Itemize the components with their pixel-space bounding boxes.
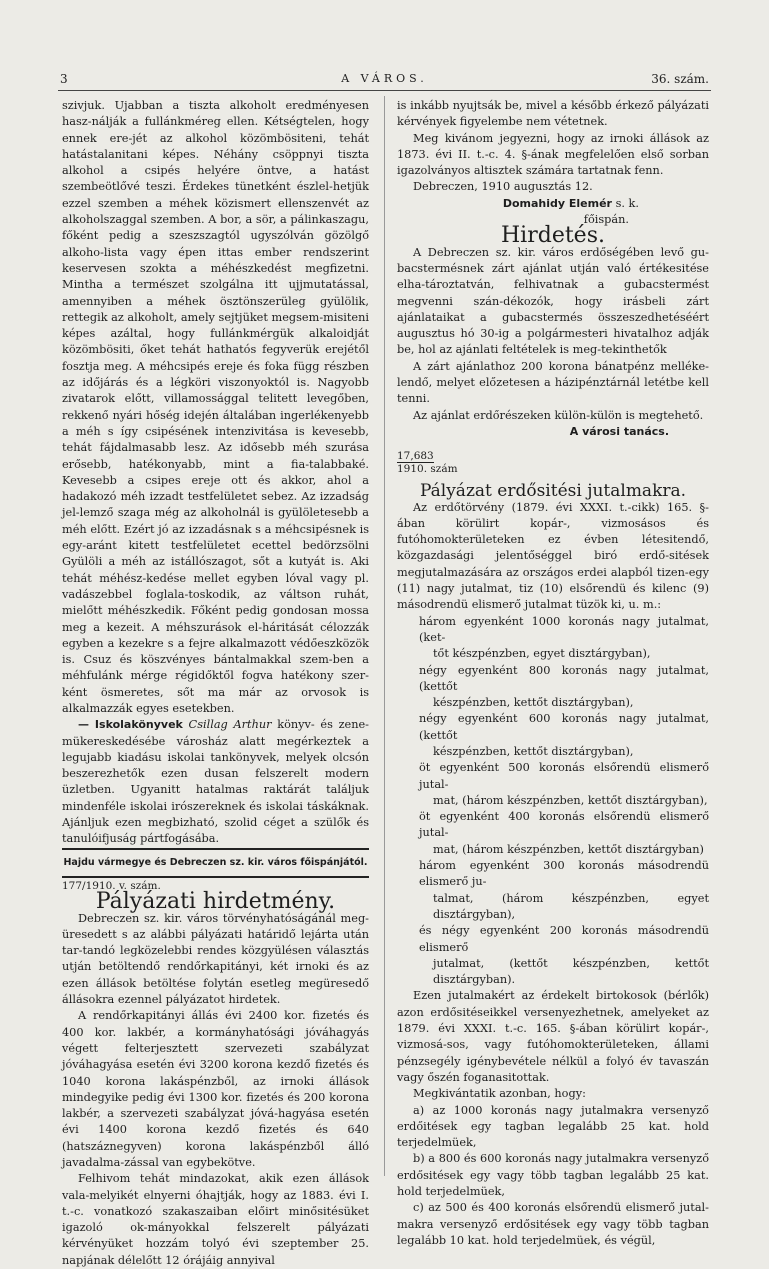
list-item: jutalmat, (kettőt készpénzben, kettőt disztárgyban). [433, 956, 709, 987]
section-heading-foispan: Hajdu vármegye és Debreczen sz. kir. város főispánjától. [62, 848, 369, 878]
school-books-lead: — Iskolakönyvek [78, 718, 183, 732]
issue-number: 36. szám. [651, 72, 709, 86]
column-divider [384, 96, 385, 1176]
gubacs-paragraph-2: A zárt ajánlathoz 200 korona bánatpénz melléke-lendő, melyet előzetesen a házipénztárnál letétbe kell tenni. [397, 359, 709, 406]
running-header [60, 72, 709, 90]
council-signature [397, 424, 709, 440]
condition-b: b) a 800 és 600 koronás nagy jutalmakra versenyző erdősitések egy vagy több tagban legalább 25 kat. hold terjedelmüek, [397, 1152, 709, 1198]
right-column [397, 98, 709, 1249]
council-signature-text: A városi tanács. [569, 424, 669, 438]
list-item: és négy egyenként 200 koronás másodrendü elismerő [419, 924, 709, 954]
list-item: mat, (három készpénzben, kettőt disztárgyban), [433, 793, 708, 807]
palyazat-paragraph-2: A rendőrkapitányi állás évi 2400 kor. fizetés és 400 kor. lakbér, a kormányhatósági jóváhagyás végett felterjesztett szervezeti szabályzat jóváhagyása esetén évi 3200 korona kezdő fizetés és 1040 korona lakáspénzből, az irnoki állások mindegyike pedig évi 1300 kor. fizetés és 200 korona lakbér, a szervezeti szabályzat jóvá-hagyása esetén évi 1400 korona kezdő fizetés és 640 (hatszáznegyven) korona lakáspénzből álló javadalma-zással van egybekötve. [62, 1009, 369, 1169]
signatory-title: főispán. [583, 213, 629, 227]
list-item: készpénzben, kettőt disztárgyban), [433, 744, 634, 758]
irnoki-note: Meg kivánom jegyezni, hogy az irnoki állások az 1873. évi II. t.-c. 4. §-ának megfelelően első sorban igazolványos altisztek számára tartatnak fenn. [397, 131, 709, 178]
school-books-text: könyv- és zene-mükereskedésébe városház alatt megérkeztek a legujabb kiadásu iskolai tankönyvek, melyek olcsón beszerezhetők ezen dusan felszerelt modern üzletben. Ugyanitt hatalmas raktárát találjuk mindenféle iskolai irószereknek és iskolai táskáknak. Ajánljuk ezen megbizható, szolid céget a szülők és tanulóifjuság pártfogásába. [62, 718, 369, 846]
list-item: tőt készpénzben, egyet disztárgyban), [433, 647, 651, 661]
article-title-palyazati: Pályázati hirdetmény. [95, 889, 336, 915]
gubacs-paragraph-1: A Debreczen sz. kir. város erdőségében levő gu-bacstermésnek zárt ajánlat utján való értékesitése elha-tároztatván, felhivatnak a gubacstermést megvenni szán-dékozók, hogy irásbeli zárt ajánlataikat a gubacstermés összeszedhetéséért augusztus hó 30-ig a polgármesteri hivatalhoz adják be, hol az ajánlati feltételek is meg-tekinthetők [397, 245, 709, 357]
signature-line [397, 196, 709, 212]
list-item: talmat, (három készpénzben, egyet disztárgyban), [433, 891, 709, 921]
palyazat-paragraph-3: Felhivom tehát mindazokat, akik ezen állások vala-melyikét elnyerni óhajtják, hogy az 1883. évi I. t.-c. vonatkozó szakaszaiban előirt minősitésüket igazoló ok-mányokkal felszerelt pályázati kérvényüket hozzám tolyó évi szeptember 25. napjának délelőtt 12 órájáig annyival [62, 1172, 369, 1267]
erdo-paragraph-1: Az erdőtörvény (1879. évi XXXI. t.-cikk) 165. §-ában körülirt kopár-, vizmosásos és futóhomokterületeken ez évben létesitendő, közgazdasági jelentőséggel biró erdő-sitések megjutalmazására az országos erdei alapból tizen-egy (11) nagy jutalmat, tiz (10) elsőrendü és kilenc (9) másodrendü elismerő jutalmat tüzök ki, u. m.: [397, 500, 709, 612]
left-column [62, 98, 369, 1269]
erdo-paragraph-2: Ezen jutalmakért az érdekelt birtokosok (bérlők) azon erdősitéseikkel versenyezhetnek, amelyeket az 1879. évi XXXI. t.-c. 165. §-ában körülirt kopár-, vizmosá-sos, vagy futóhomokterületeken, állami pénzsegély igénybevétele nélkül a folyó év tavaszán vagy őszén foganasitottak. [397, 989, 709, 1084]
ref-numerator: 17,683 [397, 450, 434, 463]
ref-label: szám [430, 463, 458, 476]
reference-number: 177/1910. v. szám. [62, 879, 161, 892]
list-item: öt egyenként 500 koronás elsőrendü elismerő jutal- [419, 761, 709, 791]
shop-owner-name: Csillag Arthur [188, 718, 272, 732]
list-item: négy egyenként 600 koronás nagy jutalmat, (kettőt [419, 712, 709, 742]
list-item: öt egyenként 400 koronás elsőrendü elismerő jutal- [419, 810, 709, 840]
header-title: A VÁROS. [341, 72, 428, 85]
prize-list [397, 614, 709, 989]
reference-fraction [397, 450, 709, 475]
list-item: négy egyenként 800 koronás nagy jutalmat, (kettőt [419, 663, 709, 693]
gubacs-paragraph-3: Az ajánlat erdőrészeken külön-külön is megtehető. [413, 408, 704, 422]
article-title-hirdetes: Hirdetés. [501, 223, 605, 249]
palyazat-continuation: is inkább nyujtsák be, mivel a később érkező pályázati kérvények figyelembe nem vétetnek. [397, 99, 709, 129]
condition-a: a) az 1000 koronás nagy jutalmakra versenyző erdőitések egy tagban legalább 25 kat. hold terjedelmüek, [397, 1103, 709, 1150]
date-line: Debreczen, 1910 augusztás 12. [413, 180, 593, 194]
condition-c: c) az 500 és 400 koronás elsőrendü elismerő jutal-makra versenyző erdősitések egy vagy több tagban legalább 10 kat. hold terjedelmüek, és végül, [397, 1201, 709, 1247]
article-title-erdositesi: Pályázat erdősitési jutalmakra. [419, 481, 687, 502]
signatory-name: Domahidy Elemér [502, 196, 612, 210]
list-item: készpénzben, kettőt disztárgyban), [433, 696, 634, 710]
list-item: három egyenként 300 koronás másodrendü elismerő ju- [419, 859, 709, 889]
school-books-notice [62, 717, 369, 847]
bee-article-text: szivjuk. Ujabban a tiszta alkoholt eredményesen hasz-nálják a fullánkméreg ellen. Kétségtelen, hogy ennek ere-jét az alkohol közömbösiteni, tehát hatástalanitani képes. Néhány csöppnyi tiszta alkohol a csipés helyére öntve, a hatást szembeötlővé teszi. Érdekes tünetként észlel-hetjük ezzel szemben a méhek közismert ellenszenvét az alkoholszaggal szemben. A bor, a sör, a pálinkaszagu, főként pedig a szeszszagtól ugyszólván gözölgő alkoho-lista vagy épen ittas ember rendszerint keservesen szokta a méhészkedést megfizetni. Mintha a természet szolgálna itt ujjmutatással, amennyiben a méhek ösztönszerüleg gyülölik, rettegik az alkoholt, amely sejtjüket megsem-misiteni képes azáltal, hogy fullánkmérgük alkaloidját közömbösiti, őket tehát hathatós fegyverük erejétől fosztja meg. A méhcsipés ereje és foka függ részben az időjárás és a légköri viszonyoktól is. Nagyobb zivatarok előtt, villamossággal telitett levegőben, rekkenő nyári hőség idején általában ingerlékenyebb a méh s így csipésének intenzivitása is kevesebb, tehát fájdalmasabb lesz. Az idősebb méh szurása erősebb, hatékonyabb, mint a fia-talabbaké. Kevesebb a csipes ereje ott és akkor, ahol a hadakozó méh izzadt testfelületet sebez. Az izzadság jel-lemző szaga még az alkoholnál is gyülöletesebb a méh előtt. Ezért jó az izzadásnak s a méhcsipésnek is egy-aránt kitett testfelületet ecettel bedörzsölni Gyülöli a méh az istállószagot, sőt a kutyát is. Aki tehát méhész-kedése mellet egyben lóval vagy pl. vadászebbel foglala-toskodik, az váltson ruhát, mielőtt méhészkedik. Főként pedig gondosan mossa meg a kezeit. A méhszurások el-háritását célozzák egyben a kezekre s a fejre alkalmazott védőeszközök is. Csuz és köszvényes bántalmakkal szem-ben a méhfulánk mérge régidőktől fogva hatékony szer-ként ösmeretes, sőt ma már az orvosok is alkalmazzák egyes esetekben. [62, 99, 369, 715]
page-number: 3 [60, 72, 68, 86]
ref-denominator: 1910. [397, 463, 428, 476]
palyazat-paragraph-1: Debreczen sz. kir. város törvényhatóságánál meg-üresedett s az alábbi pályázati határidő lejárta után tar-tandó legközelebbi rendes közgyülésen választás utján betöltendő rendőrkapitányi, két irnoki és az ezen állások betöltése folytán esetleg megüresedő állásokra ezennel pályázatot hirdetek. [62, 911, 369, 1007]
header-rule [58, 90, 711, 91]
list-item: három egyenként 1000 koronás nagy jutalmat, (ket- [419, 614, 709, 644]
signatory-suffix: s. k. [615, 196, 639, 210]
list-item: mat, (három készpénzben, kettőt disztárgyban) [433, 842, 704, 856]
erdo-paragraph-3: Megkivántatik azonban, hogy: [413, 1087, 586, 1101]
